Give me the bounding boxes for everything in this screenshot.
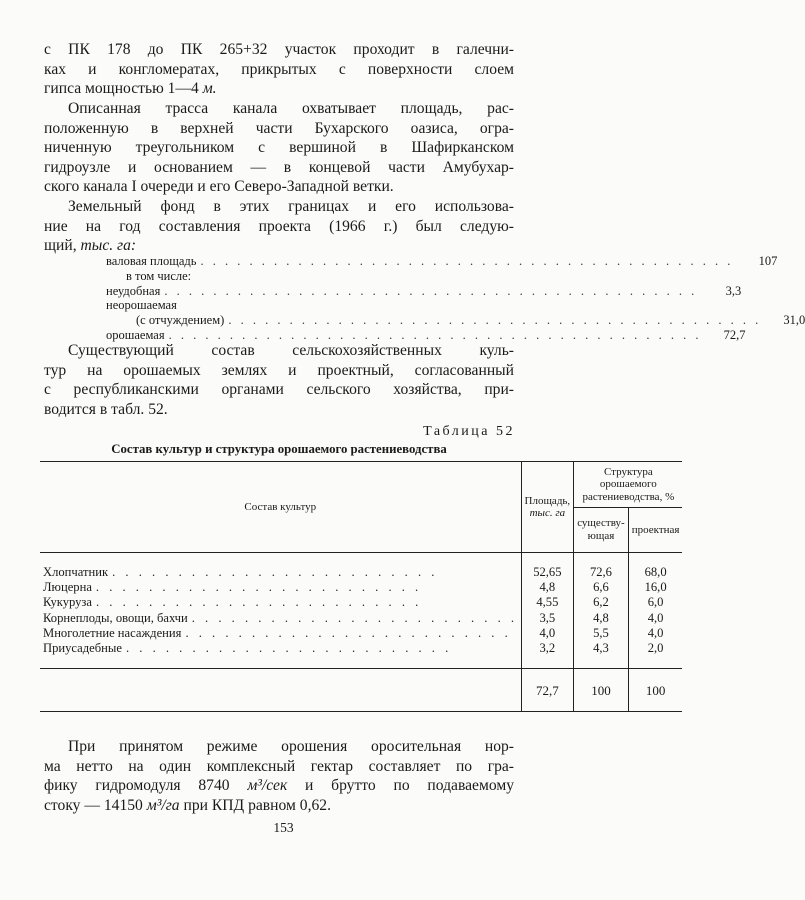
text-line: Описанная трасса канала охватывает площадь, рас- <box>68 100 514 117</box>
header-project: проектная <box>628 507 682 553</box>
land-row-alienation: (с отчуждением) . . . 31,0 <box>106 313 452 328</box>
table-row: Люцерна . . . 4,8 6,6 16,0 <box>40 580 682 595</box>
paragraph-canal-area <box>44 99 514 197</box>
land-row-unusable: неудобная . . . 3,3 <box>106 284 452 299</box>
land-row-irrigated: орошаемая . . . 72,7 <box>106 328 452 343</box>
header-structure: Структура орошаемого растениеводства, % <box>574 462 683 508</box>
land-row-gross: валовая площадь . . . 107 <box>106 254 452 269</box>
page-number: 153 <box>273 820 294 835</box>
crop-structure-table <box>40 461 682 712</box>
table-row: Кукуруза . . . 4,55 6,2 6,0 <box>40 595 682 610</box>
unit-meters: м. <box>202 80 217 98</box>
text-line: Земельный фонд в этих границах и его использова- <box>68 198 514 215</box>
text-line: с республиканскими органами сельского хозяйства, при- <box>44 381 514 399</box>
table-row: Корнеплоды, овощи, бахчи . . . 3,5 4,8 4,0 <box>40 611 682 626</box>
land-row-nonirrigated: неорошаемая <box>106 298 177 313</box>
table-total-row: 72,7 100 100 <box>40 669 682 712</box>
text-line: фику гидромодуля 8740 м³/сек и брутто по подаваемому <box>44 777 514 795</box>
text-line: ниченную треугольником с вершиной в Шафирканском <box>44 139 514 157</box>
text-line: стоку — 14150 м³/га при КПД равном 0,62. <box>44 796 331 814</box>
text-line: тур на орошаемых землях и проектный, согласованный <box>44 361 514 379</box>
land-row-including: в том числе: <box>126 268 192 283</box>
text-line: ма нетто на один комплексный гектар составляет по гра- <box>44 757 514 775</box>
text-line: ние на год составления проекта (1966 г.) был следую- <box>44 217 514 235</box>
paragraph-land-fund <box>44 197 514 256</box>
table-row: Многолетние насаждения . . . 4,0 5,5 4,0 <box>40 626 682 641</box>
text-line: водится в табл. 52. <box>44 400 168 418</box>
text-line: При принятом режиме орошения оросительная нор- <box>68 738 514 755</box>
text-line: гипса мощностью 1—4 м. <box>44 80 217 98</box>
text-line: щий, тыс. га: <box>44 237 137 255</box>
table-number: Таблица 52 <box>423 424 515 439</box>
table-caption: Состав культур и структура орошаемого растениеводства <box>111 442 447 456</box>
paragraph-irrigation-norm <box>44 737 514 815</box>
header-crop: Состав культур <box>40 462 521 553</box>
table-row: Хлопчатник . . . 52,65 72,6 68,0 <box>40 565 682 580</box>
text-line: Существующий состав сельскохозяйственных куль- <box>68 342 514 359</box>
header-area: Площадь, тыс. га <box>521 462 574 553</box>
text-line: положенную в верхней части Бухарского оазиса, огра- <box>44 119 514 137</box>
land-fund-list <box>106 254 805 343</box>
text-line: ского канала I очереди и его Северо-Западной ветки. <box>44 178 394 196</box>
text-line: с ПК 178 до ПК 265+32 участок проходит в галечни- <box>44 41 514 58</box>
paragraph-route-section <box>44 40 514 99</box>
table-row: Приусадебные . . . 3,2 4,3 2,0 <box>40 641 682 669</box>
paragraph-crop-intro <box>44 341 514 419</box>
text-line: ках и конгломератах, прикрытых с поверхности слоем <box>44 60 514 78</box>
text-line: гидроузле и основанием — в концевой части Амубухар- <box>44 158 514 176</box>
header-existing: существу-ющая <box>574 507 629 553</box>
unit-thousand-ha: тыс. га: <box>80 237 137 255</box>
